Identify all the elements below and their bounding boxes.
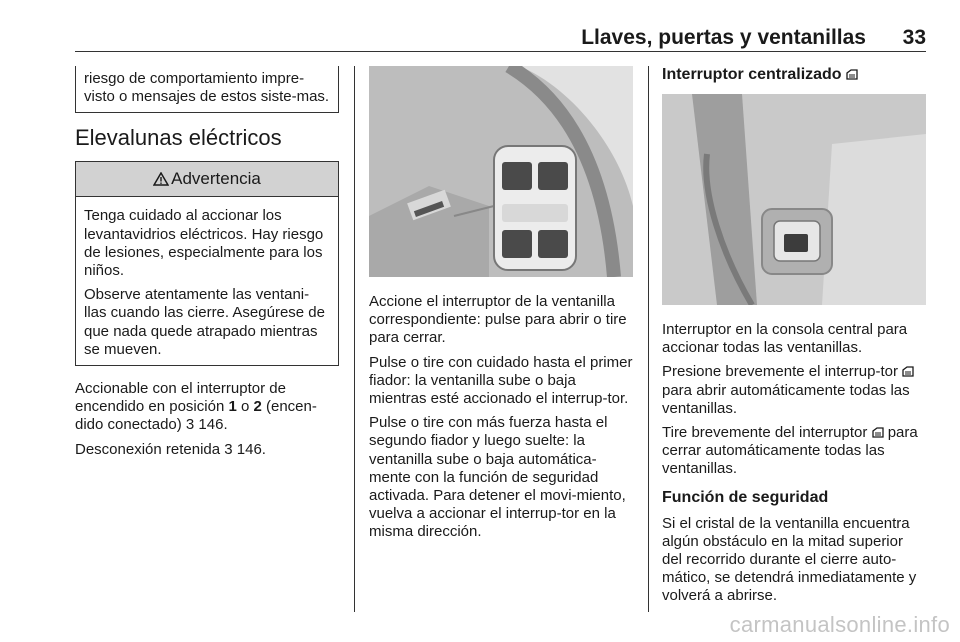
title-text: Interruptor centralizado <box>662 66 842 83</box>
footer-watermark: carmanualsonline.info <box>729 612 950 637</box>
header-rule <box>75 51 926 52</box>
warning-text: Tenga cuidado al accionar los levantavidrios eléctricos. Hay riesgo de lesiones, especialmente para los niños. <box>84 207 324 280</box>
warning-text: Observe atentamente las ventani-llas cuando las cierre. Asegúrese de que nada quede atrapado mientras se mueven. <box>84 286 325 358</box>
safety-paragraph: Si el cristal de la ventanilla encuentra algún obstáculo en la mitad superior del recorrido durante el cierre auto-mático, se detendrá inmediatamente y volverá a abrirse. <box>662 514 917 605</box>
central-console-switch-illustration <box>662 94 926 305</box>
continued-warning-text: riesgo de comportamiento impre-visto o mensajes de estos siste-mas. <box>84 70 330 106</box>
close-all-paragraph <box>662 424 926 479</box>
central-switch-title <box>662 66 926 84</box>
text-span: Presione brevemente el interrup-tor <box>662 363 903 381</box>
column-divider <box>354 66 355 612</box>
text-span: para abrir automáticamente todas las ventanillas. <box>662 381 910 417</box>
column-1 <box>75 66 339 459</box>
second-detent-paragraph: Pulse o tire con más fuerza hasta el segundo fiador y luego suelte: la ventanilla sube o baja automática-mente con la función de seguridad activada. Para detener el movi-miento, vuelva a accionar el interrup-tor en la misma dirección. <box>369 414 626 541</box>
section-title: Elevalunas eléctricos <box>75 125 282 151</box>
position-number: 1 <box>228 398 237 416</box>
page-header <box>75 26 926 52</box>
page-number: 33 <box>902 26 926 49</box>
position-number: 2 <box>253 398 262 416</box>
open-all-paragraph <box>662 363 926 418</box>
text-span: para cerrar automáticamente todas las ventanillas. <box>662 424 918 478</box>
warning-triangle-icon <box>153 172 169 186</box>
warning-heading: Advertencia <box>171 169 261 189</box>
text-span: Desconexión retenida <box>75 440 225 458</box>
window-switch-icon <box>846 69 858 80</box>
window-switch-icon <box>872 427 884 438</box>
continued-warning-box <box>75 66 339 113</box>
column-2 <box>369 66 633 542</box>
first-detent-paragraph: Pulse o tire con cuidado hasta el primer fiador: la ventanilla sube o baja mientras esté accionado el interrup-tor. <box>369 353 633 408</box>
safety-function-title: Función de seguridad <box>662 488 829 506</box>
warning-box <box>75 161 339 366</box>
ignition-paragraph <box>75 380 339 435</box>
column-divider <box>648 66 649 612</box>
window-switch-panel-illustration <box>369 66 633 277</box>
operation-paragraph: Accione el interruptor de la ventanilla correspondiente: pulse para abrir o tire para cerrar. <box>369 293 627 347</box>
text-span: o <box>236 398 254 416</box>
retained-power-paragraph <box>75 441 339 459</box>
page-reference[interactable]: 3 146. <box>224 440 266 458</box>
window-switch-icon <box>902 366 914 377</box>
central-switch-paragraph: Interruptor en la consola central para accionar todas las ventanillas. <box>662 321 908 357</box>
text-span: (encen-dido conectado) <box>75 398 317 434</box>
header-title: Llaves, puertas y ventanillas <box>581 26 866 49</box>
text-span: Tire brevemente del interruptor <box>662 424 872 442</box>
text-span: Accionable con el interruptor de encendido en posición <box>75 380 286 416</box>
column-3 <box>662 66 926 606</box>
warning-header <box>76 162 338 197</box>
page-reference[interactable]: 3 146. <box>185 416 228 434</box>
